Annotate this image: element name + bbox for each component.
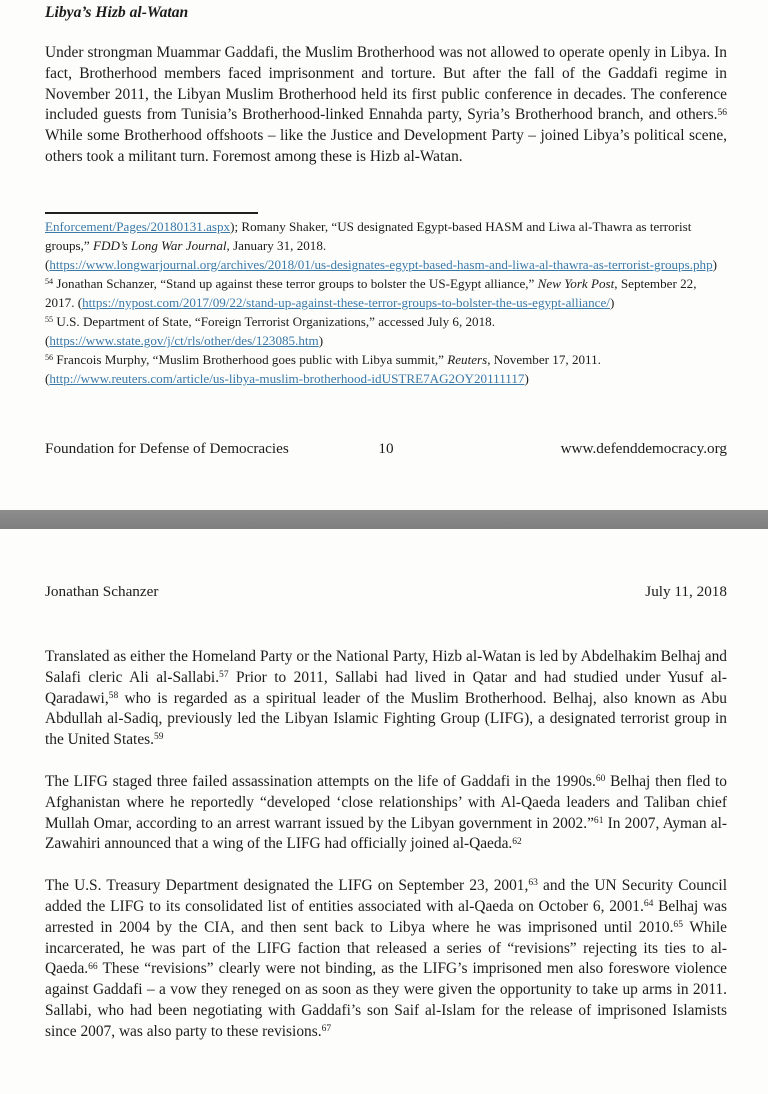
text-run: )	[712, 257, 717, 272]
footnote-reference: 62	[512, 835, 522, 847]
hyperlink[interactable]: https://www.state.gov/j/ct/rls/other/des/123085.htm	[49, 333, 319, 348]
footnote-reference: 57	[219, 669, 229, 681]
footnote-reference: 58	[108, 689, 119, 701]
footer-page-number: 10	[378, 440, 394, 457]
text-run: ); Romany Shaker, “US designated Egypt-based HASM and Liwa al-Thawra as terrorist groups,”	[45, 219, 692, 253]
footnote-54	[45, 274, 729, 312]
text-run: and the UN Security Council added the LIFG to its consolidated list of entities associated with al-Qaeda on October 6, 2001.	[45, 877, 727, 915]
footer-site-url: www.defenddemocracy.org	[560, 440, 727, 457]
text-run: Prior to 2011, Sallabi had lived in Qatar and had studied under Yusuf al-Qaradawi,	[45, 668, 727, 707]
footnote-reference: 59	[154, 731, 164, 743]
footnote-separator	[45, 212, 258, 214]
section-heading: Libya’s Hizb al-Watan	[45, 4, 189, 21]
footnote-reference: 65	[673, 919, 683, 930]
body-paragraph	[45, 647, 727, 751]
footnote-53-continued	[45, 217, 729, 274]
text-run: Under strongman Muammar Gaddafi, the Muslim Brotherhood was not allowed to operate openly in Libya. In fact, Brotherhood members faced imprisonment and torture. But after the fall of the Gaddafi regime in November 2011, the Libyan Muslim Brotherhood held its first public conference in decades. The conference included guests from Tunisia’s Brotherhood-linked Ennahda party, Syria’s Brotherhood branch, and others.	[45, 44, 727, 124]
text-run: )	[609, 295, 615, 310]
footnote-reference: 64	[643, 898, 654, 910]
text-run: (	[45, 371, 50, 386]
footnote-reference: 56	[717, 106, 727, 118]
footnotes-block	[45, 217, 729, 388]
text-run: These “revisions” clearly were not binding, as the LIFG’s imprisoned men also foreswore violence against Gaddafi – a vow they reneged on as soon as they were given the opportunity to take up arms in 2011. Sallabi, who had been negotiating with Gaddafi’s son Saif al-Islam for the release of imprisoned Islamists since 2007, was also party to these revisions.	[45, 960, 727, 1040]
body-paragraph	[45, 43, 727, 168]
body-paragraph	[45, 876, 727, 1042]
footnote-reference: 63	[528, 877, 538, 889]
text-run: , September 22, 2017. (	[45, 276, 697, 310]
footer-org-name: Foundation for Defense of Democracies	[45, 440, 289, 457]
text-run: (	[45, 333, 50, 348]
footnote-reference: 56	[45, 352, 54, 362]
italic-text: New York Post	[537, 276, 615, 291]
italic-text: FDD’s Long War Journal	[93, 238, 227, 253]
footnote-56	[45, 350, 729, 388]
text-run: In 2007, Ayman al-Zawahiri announced that a wing of the LIFG had officially joined al-Qaeda.	[45, 814, 727, 853]
text-run: who is regarded as a spiritual leader of the Muslim Brotherhood. Belhaj, also known as Abu Abdullah al-Sadiq, previously led the Libyan Islamic Fighting Group (LIFG), a designated terrorist group in the United States.	[45, 689, 727, 749]
footnote-reference: 67	[321, 1022, 332, 1034]
text-run: The U.S. Treasury Department designated the LIFG on September 23, 2001,	[45, 877, 529, 895]
text-run: , November 17, 2011.	[487, 352, 601, 367]
page-divider-bar	[0, 510, 768, 529]
text-run: Translated as either the Homeland Party or the National Party, Hizb al-Watan is led by Abdelhakim Belhaj and Salafi cleric Ali al-Sallabi.	[45, 648, 727, 686]
hyperlink[interactable]: https://nypost.com/2017/09/22/stand-up-against-these-terror-groups-to-bolster-the-us-egypt-alliance/	[82, 295, 610, 310]
text-run: )	[524, 371, 529, 386]
footnote-reference: 55	[45, 314, 54, 324]
footnote-reference: 60	[595, 773, 606, 785]
page-header	[45, 583, 727, 603]
page-footer	[45, 440, 727, 460]
text-run: Jonathan Schanzer, “Stand up against these terror groups to bolster the US-Egypt alliance,”	[53, 276, 538, 291]
body-paragraph	[45, 772, 727, 855]
footnote-55	[45, 312, 729, 350]
footnote-reference: 61	[593, 814, 604, 826]
text-run: The LIFG staged three failed assassination attempts on the life of Gaddafi in the 1990s.	[45, 772, 596, 790]
italic-text: Reuters	[447, 352, 488, 367]
footnote-reference: 54	[45, 276, 54, 286]
text-run: Francois Murphy, “Muslim Brotherhood goes public with Libya summit,”	[53, 352, 448, 367]
text-run: While some Brotherhood offshoots – like the Justice and Development Party – joined Libya’s political scene, others took a militant turn. Foremost among these is Hizb al-Watan.	[45, 127, 727, 165]
text-run: , January 31, 2018.	[226, 238, 327, 253]
header-date: July 11, 2018	[645, 583, 727, 600]
text-run: While incarcerated, he was part of the LIFG faction that released a series of “revisions” rejecting its ties to al-Qaeda.	[45, 918, 727, 978]
hyperlink[interactable]: http://www.reuters.com/article/us-libya-muslim-brotherhood-idUSTRE7AG2OY20111117	[49, 371, 525, 386]
text-run: Belhaj then fled to Afghanistan where he reportedly “developed ‘close relationships’ with Al-Qaeda leaders and Taliban chief Mullah Omar, according to an arrest warrant issued by the Libyan government in 2002.”	[45, 772, 727, 832]
text-run: U.S. Department of State, “Foreign Terrorist Organizations,” accessed July 6, 2018.	[53, 314, 495, 329]
text-run: )	[318, 333, 324, 348]
hyperlink[interactable]: https://www.longwarjournal.org/archives/2018/01/us-designates-egypt-based-hasm-and-liwa-al-thawra-as-terrorist-groups.php	[49, 257, 713, 272]
text-run: (	[45, 257, 50, 272]
hyperlink[interactable]: Enforcement/Pages/20180131.aspx	[45, 219, 231, 234]
header-author: Jonathan Schanzer	[45, 583, 159, 600]
page2-body	[45, 647, 727, 1064]
footnote-reference: 66	[88, 960, 98, 972]
text-run: Belhaj was arrested in 2004 by the CIA, and then sent back to Libya where he was imprisoned until 2010.	[45, 897, 727, 936]
